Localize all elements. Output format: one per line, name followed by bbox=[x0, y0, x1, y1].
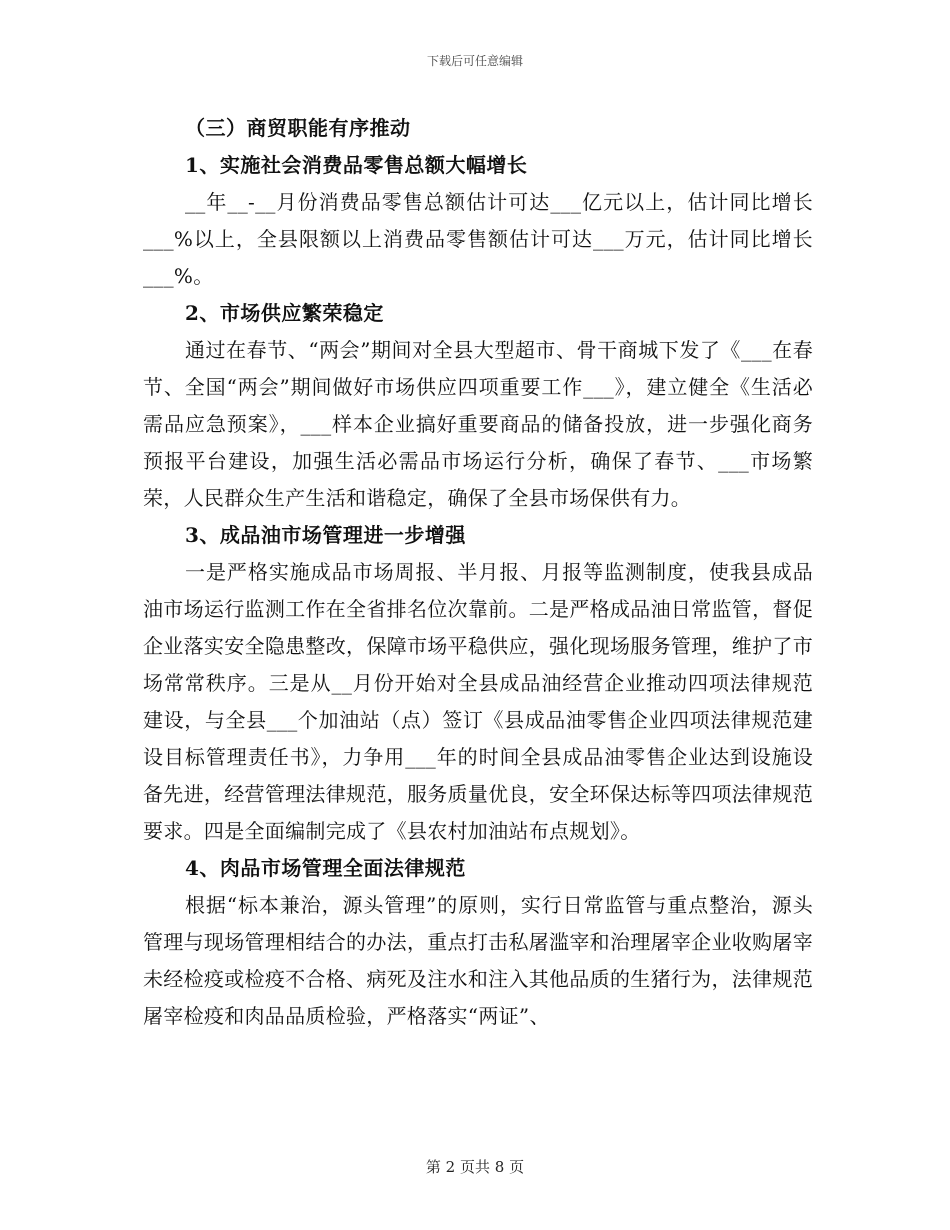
paragraph-2: 通过在春节、“两会”期间对全县大型超市、骨干商城下发了《___在春节、全国“两会”期间做好市场供应四项重要工作___》，建立健全《生活必需品应急预案》，___样本企业搞好重要商品的储备投放，进一步强化商务预报平台建设，加强生活必需品市场运行分析，确保了春节、___市场繁荣，人民群众生产生活和谐稳定，确保了全县市场保供有力。 bbox=[143, 338, 813, 510]
paragraph-4: 根据“标本兼治，源头管理”的原则，实行日常监管与重点整治，源头管理与现场管理相结合的办法，重点打击私屠滥宰和治理屠宰企业收购屠宰未经检疫或检疫不合格、病死及注水和注入其他品质的生猪行为，法律规范屠宰检疫和肉品品质检验，严格落实“两证”、 bbox=[143, 893, 813, 1028]
section-heading: （三）商贸职能有序推动 bbox=[185, 116, 411, 140]
document-body bbox=[143, 110, 813, 1035]
page-footer: 第 2 页共 8 页 bbox=[425, 1158, 525, 1176]
paragraph-1: __年__-__月份消费品零售总额估计可达___亿元以上，估计同比增长___%以上，全县限额以上消费品零售额估计可达___万元，估计同比增长___%。 bbox=[143, 190, 813, 288]
subsection-title-1: 1、实施社会消费品零售总额大幅增长 bbox=[185, 153, 528, 177]
paragraph-3: 一是严格实施成品市场周报、半月报、月报等监测制度，使我县成品油市场运行监测工作在全省排名位次靠前。二是严格成品油日常监管，督促企业落实安全隐患整改，保障市场平稳供应，强化现场服务管理，维护了市场常常秩序。三是从__月份开始对全县成品油经营企业推动四项法律规范建设，与全县___个加油站（点）签订《县成品油零售企业四项法律规范建设目标管理责任书》，力争用___年的时间全县成品油零售企业达到设施设备先进，经营管理法律规范，服务质量优良，安全环保达标等四项法律规范要求。四是全面编制完成了《县农村加油站布点规划》。 bbox=[143, 560, 813, 843]
subsection-title-4: 4、肉品市场管理全面法律规范 bbox=[185, 856, 466, 880]
page-header: 下载后可任意编辑 bbox=[426, 54, 523, 68]
subsection-title-2: 2、市场供应繁荣稳定 bbox=[185, 301, 384, 325]
subsection-title-3: 3、成品油市场管理进一步增强 bbox=[185, 523, 466, 547]
